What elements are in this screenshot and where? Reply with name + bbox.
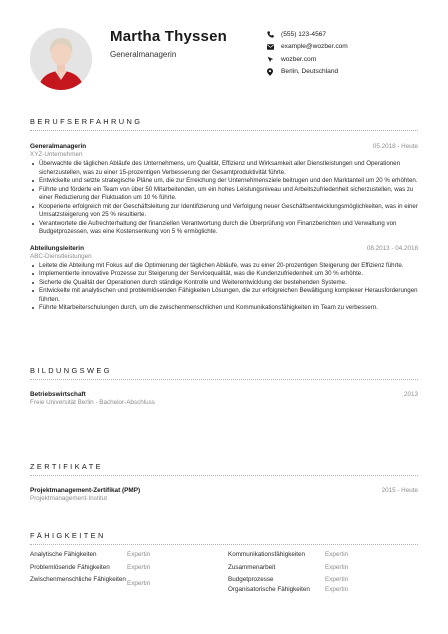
list-item: Leitete die Abteilung mit Fokus auf die Optimierung der täglichen Abläufe, was zu einer 20-prozentigen Steigerung der Effizienz führte. <box>30 262 418 271</box>
contact-email[interactable]: example@wozber.com <box>267 41 348 54</box>
list-item: Entwickelte mit analytischen und problemlösenden Fähigkeiten Lösungen, die zur erfolgreichen Bewältigung komplexer Herausforderungen führten. <box>30 287 418 304</box>
skills-grid <box>30 551 418 603</box>
section-divider <box>30 130 418 131</box>
job-company: XYZ-Unternehmen <box>30 151 83 158</box>
skill-level: Expertin <box>127 563 151 571</box>
list-item: Führte Mitarbeiterschulungen durch, um die zwischenmenschlichen und Kommunikationsfähigkeiten im Team zu verbessern. <box>30 304 418 313</box>
skill-name: Organisatorische Fähigkeiten <box>228 586 310 593</box>
skill-spacer <box>127 590 228 603</box>
section-title: FÄHIGKEITEN <box>30 531 106 540</box>
avatar <box>30 28 92 90</box>
job-title: Generalmanagerin <box>30 143 87 150</box>
skill-name: Zwischenmenschliche Fähigkeiten <box>30 576 126 583</box>
certificates-section <box>30 462 418 502</box>
contact-website[interactable]: wozber.com <box>267 53 348 66</box>
degree-date: 2013 <box>403 391 418 398</box>
section-title: BILDUNGSWEG <box>30 366 112 375</box>
job-company: ABC-Dienstleistungen <box>30 252 92 260</box>
section-divider <box>30 475 418 476</box>
contact-list <box>267 28 348 78</box>
skill-name: Analytische Fähigkeiten <box>30 551 97 558</box>
skill-level: Expertin <box>325 576 349 583</box>
link-icon <box>267 56 281 63</box>
certificate-title: Projektmanagement-Zertifikat (PMP) <box>30 487 141 494</box>
job-bullets <box>30 262 418 313</box>
certificate-date: 2015 - Heute <box>381 487 418 494</box>
list-item: Verantwortete die Aufrechterhaltung der finanziellen Verantwortung durch die Überprüfung von Finanzberichten und Verwaltung von Budgetprozessen, was eine Kostensenkung von 5 % ermöglichte. <box>30 220 418 237</box>
certificate-entry <box>30 487 418 502</box>
skill-name: Problemlösende Fähigkeiten <box>30 563 110 571</box>
list-item: Entwickelte und setzte strategische Pläne um, die zur Erreichung der Unternehmensziele beitrugen und den Marktanteil um 20 % erhöhten. <box>30 177 418 186</box>
degree-institution: Freie Universität Berlin - Bachelor-Abschluss <box>30 399 155 406</box>
contact-phone: (555) 123-4567 <box>267 28 348 41</box>
contact-location: Berlin, Deutschland <box>267 66 348 79</box>
job-title: Abteilungsleiterin <box>30 244 84 252</box>
skill-level: Expertin <box>325 586 349 593</box>
job-date: 08.2013 - 04.2018 <box>366 244 418 252</box>
experience-section <box>30 117 418 313</box>
skill-name: Zusammenarbeit <box>228 563 276 571</box>
skill-name: Kommunikationsfähigkeiten <box>228 551 306 558</box>
skill-name: Budgetprozesse <box>228 576 274 583</box>
skills-section <box>30 531 418 603</box>
skill-level: Expertin <box>325 563 349 571</box>
mail-icon <box>267 44 281 50</box>
skill-level: Expertin <box>127 551 151 558</box>
list-item: Sicherte die Qualität der Operationen durch ständige Kontrolle und Weiterentwicklung der bestehenden Systeme. <box>30 279 418 288</box>
location-pin-icon <box>267 68 281 76</box>
education-entry <box>30 391 418 406</box>
certificate-issuer: Projektmanagement-Institut <box>30 495 107 502</box>
job-entry <box>30 245 418 313</box>
education-section <box>30 366 418 406</box>
list-item: Kooperierte erfolgreich mit der Geschäftsleitung zur Identifizierung und Verfolgung neuer Geschäftsentwicklungsmöglichkeiten, was in einer Umsatzsteigerung von 25 % resultierte. <box>30 203 418 220</box>
job-bullets <box>30 160 418 237</box>
list-item: Überwachte die täglichen Abläufe des Unternehmens, um Qualität, Effizienz und Wirksamkeit aller Dienstleistungen und Operationen sicherzustellen, was zu einer 15-prozentigen Verbesserung der Gesamtproduktivität führte. <box>30 160 418 177</box>
degree-title: Betriebswirtschaft <box>30 391 86 398</box>
candidate-name: Martha Thyssen <box>110 28 227 45</box>
skill-spacer <box>30 590 127 603</box>
profile-photo <box>30 28 92 90</box>
section-title: ZERTIFIKATE <box>30 462 103 471</box>
list-item: Implementierte innovative Prozesse zur Steigerung der Servicequalität, was die Kundenzufriedenheit um 30 % erhöhte. <box>30 270 418 279</box>
candidate-role: Generalmanagerin <box>110 50 177 59</box>
section-divider <box>30 379 418 380</box>
list-item: Führte und förderte ein Team von über 50 Mitarbeitenden, um ein hohes Leistungsniveau und Arbeitszufriedenheit sicherzustellen, was zu einer Reduzierung der Fluktuation um 10 % führte. <box>30 186 418 203</box>
skill-level: Expertin <box>325 551 349 558</box>
section-divider <box>30 544 418 545</box>
job-date: 05.2018 - Heute <box>372 143 418 150</box>
phone-icon <box>267 31 281 38</box>
skill-level: Expertin <box>127 580 151 587</box>
job-entry <box>30 143 418 237</box>
section-title: BERUFSERFAHRUNG <box>30 117 143 126</box>
